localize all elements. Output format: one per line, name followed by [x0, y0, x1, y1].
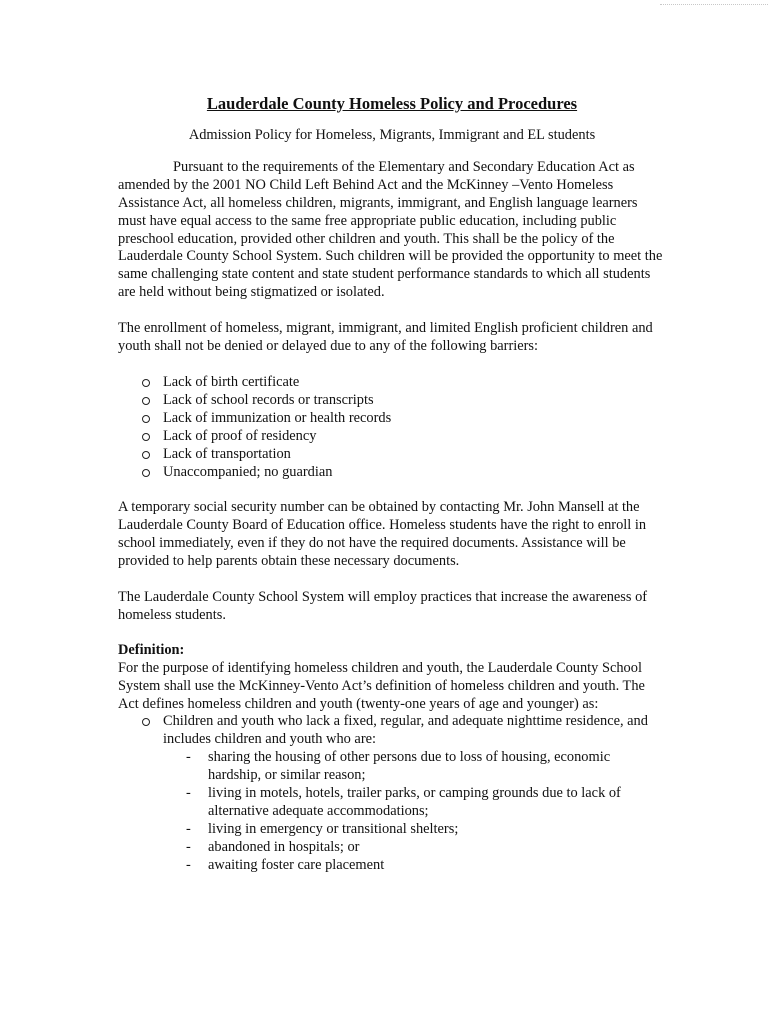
bullet-icon [142, 415, 150, 423]
definition-bullet-text: Children and youth who lack a fixed, regular, and adequate nighttime residence, and includes children and youth who are: [163, 713, 648, 748]
bullet-icon [142, 451, 150, 459]
dash-icon: - [186, 785, 191, 802]
definition-list [118, 713, 666, 874]
scan-artifact-line [660, 4, 768, 5]
bullet-icon [142, 379, 150, 387]
list-item-text: abandoned in hospitals; or [208, 838, 360, 855]
list-item [163, 713, 666, 874]
list-item-text: Lack of proof of residency [163, 427, 317, 444]
dash-icon: - [186, 838, 191, 855]
enrollment-paragraph: The enrollment of homeless, migrant, immigrant, and limited English proficient children and youth shall not be denied or delayed due to any of the following barriers: [118, 320, 653, 355]
list-item-text: Lack of birth certificate [163, 373, 300, 390]
list-item-text: Lack of transportation [163, 445, 291, 462]
bullet-icon [142, 718, 150, 726]
list-item [163, 428, 666, 446]
dash-icon: - [186, 749, 191, 766]
list-item-text: Unaccompanied; no guardian [163, 463, 333, 480]
document-subtitle: Admission Policy for Homeless, Migrants, Immigrant and EL students [188, 127, 596, 143]
bullet-icon [142, 469, 150, 477]
list-item [163, 446, 666, 464]
awareness-paragraph: The Lauderdale County School System will employ practices that increase the awareness of homeless students. [118, 589, 648, 623]
dash-icon: - [186, 820, 191, 837]
list-item [186, 749, 666, 785]
bullet-icon [142, 397, 150, 405]
list-item [163, 464, 666, 482]
definition-paragraph: For the purpose of identifying homeless children and youth, the Lauderdale County School System shall use the McKinney-Vento Act’s definition of homeless children and youth. The Act defines homeless children and youth (twenty-one years of age and younger) as: [118, 659, 645, 712]
list-item [163, 374, 666, 392]
intro-paragraph: Pursuant to the requirements of the Elementary and Secondary Education Act as amended by the 2001 NO Child Left Behind Act and the McKinney –Vento Homeless Assistance Act, all homeless children, migrants, immigrant, and English language learners must have equal access to the same free appropriate public education, including public preschool education, provided other children and youth. This shall be the policy of the Lauderdale County School System. Such children will be provided the opportunity to meet the same challenging state content and state student performance standards to which all students are held without being stigmatized or isolated. [118, 158, 663, 301]
definition-heading: Definition: [118, 641, 185, 658]
list-item [163, 410, 666, 428]
list-item [186, 856, 666, 875]
list-item-text: Lack of immunization or health records [163, 409, 392, 426]
list-item-text: sharing the housing of other persons due to loss of housing, economic hardship, or similar reason; [208, 749, 611, 784]
list-item-text: Lack of school records or transcripts [163, 391, 374, 408]
list-item [163, 392, 666, 410]
bullet-icon [142, 433, 150, 441]
definition-sub-list [163, 749, 666, 874]
list-item-text: living in motels, hotels, trailer parks, or camping grounds due to lack of alternative adequate accommodations; [208, 785, 621, 819]
list-item [186, 785, 666, 821]
list-item [186, 838, 666, 857]
document-page [118, 94, 666, 875]
ssn-paragraph: A temporary social security number can be obtained by contacting Mr. John Mansell at the Lauderdale County Board of Education office. Homeless students have the right to enroll in school immediately, even if they do not have the required documents. Assistance will be provided to help parents obtain these necessary documents. [118, 499, 647, 570]
document-title: Lauderdale County Homeless Policy and Procedures [206, 94, 578, 113]
barriers-list [118, 374, 666, 481]
list-item-text: awaiting foster care placement [208, 856, 385, 873]
list-item [186, 820, 666, 839]
dash-icon: - [186, 856, 191, 873]
list-item-text: living in emergency or transitional shelters; [208, 820, 459, 837]
